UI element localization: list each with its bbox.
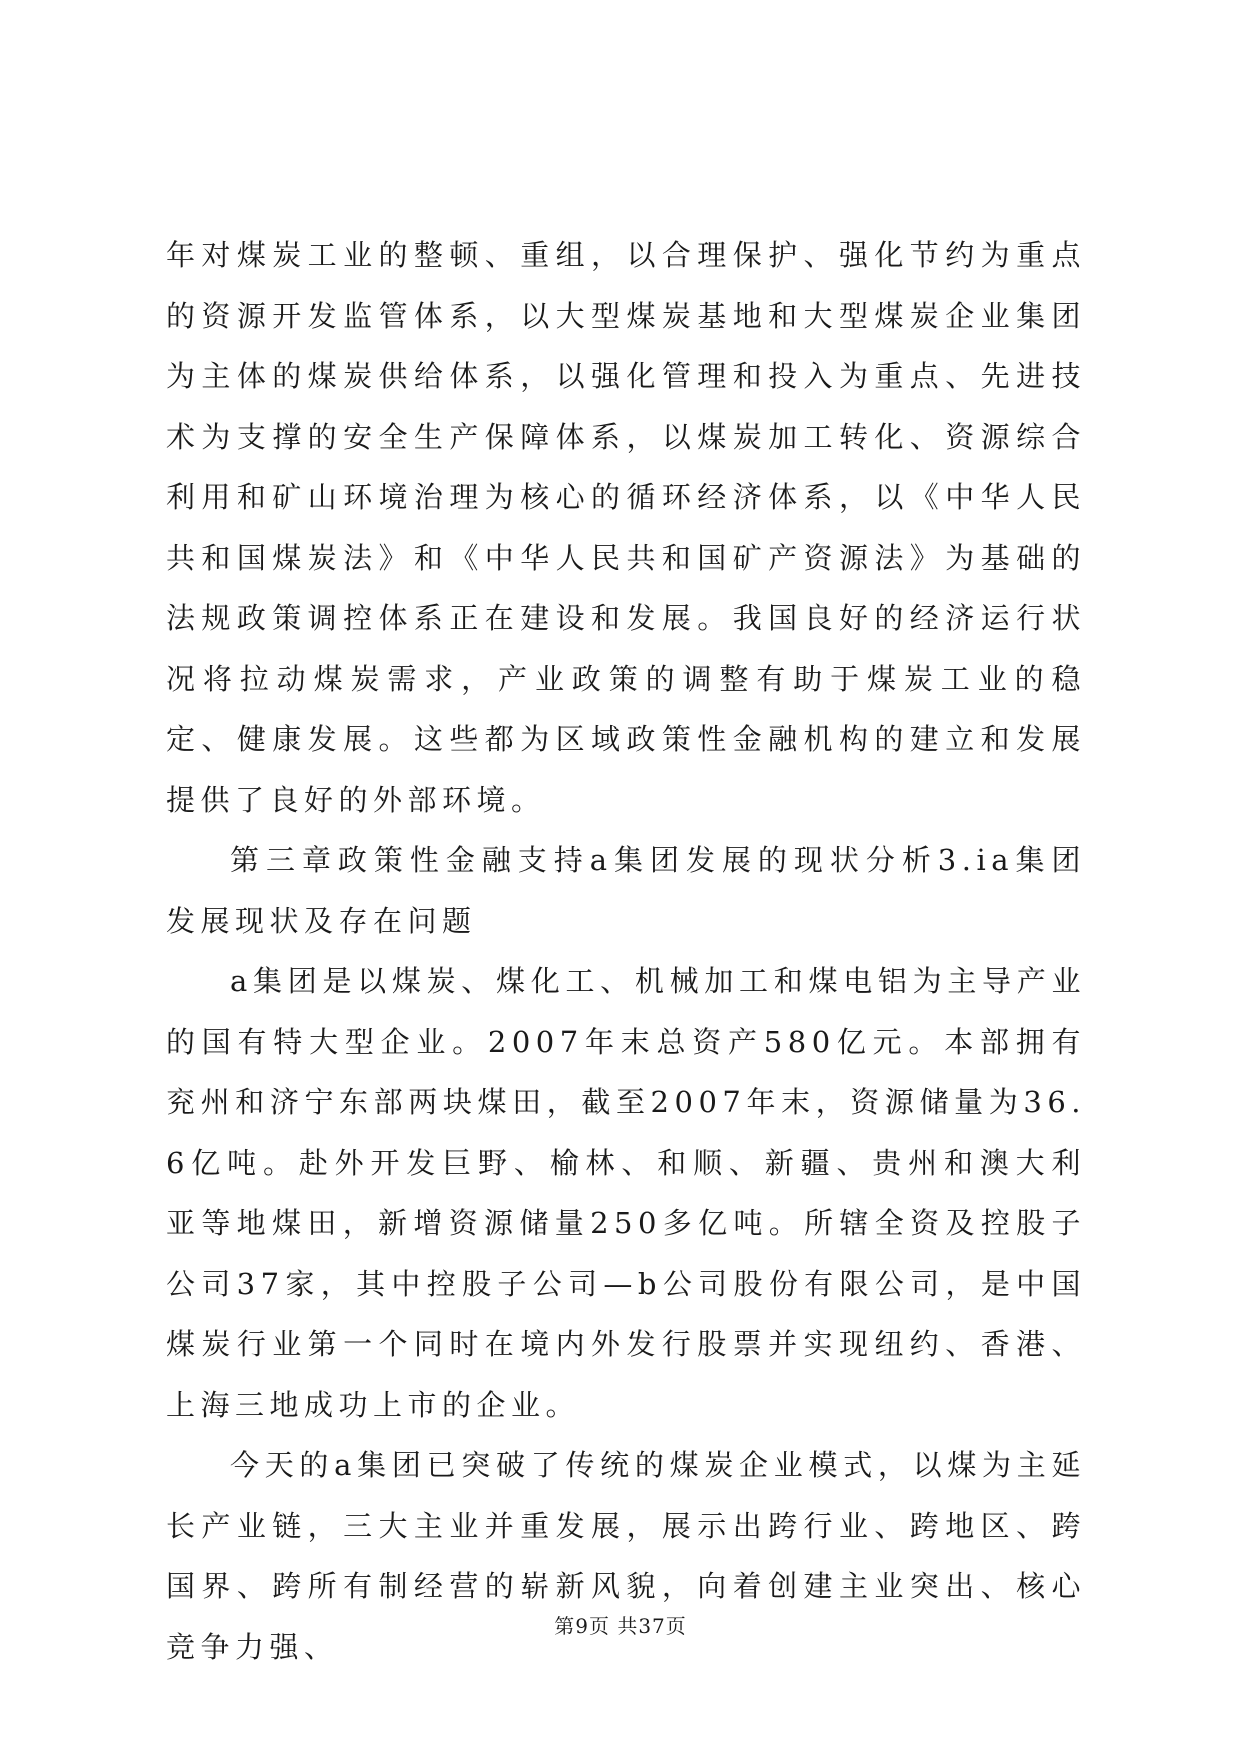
body-paragraph-continuation: 年对煤炭工业的整顿、重组，以合理保护、强化节约为重点的资源开发监管体系，以大型煤炭基地和大型煤炭企业集团为主体的煤炭供给体系，以强化管理和投入为重点、先进技术为支撑的安全生产保障体系，以煤炭加工转化、资源综合利用和矿山环境治理为核心的循环经济体系，以《中华人民共和国煤炭法》和《中华人民共和国矿产资源法》为基础的法规政策调控体系正在建设和发展。我国良好的经济运行状况将拉动煤炭需求，产业政策的调整有助于煤炭工业的稳定、健康发展。这些都为区域政策性金融机构的建立和发展提供了良好的外部环境。 <box>166 238 1086 817</box>
document-body <box>166 225 1086 1677</box>
page-number-footer: 第9页 共37页 <box>554 1614 687 1638</box>
chapter-heading-paragraph: 第三章政策性金融支持a集团发展的现状分析3.ia集团发展现状及存在问题 <box>166 843 1086 938</box>
body-paragraph-group-today: 今天的a集团已突破了传统的煤炭企业模式，以煤为主延长产业链，三大主业并重发展，展示出跨行业、跨地区、跨国界、跨所有制经营的崭新风貌，向着创建主业突出、核心竞争力强、 <box>166 1448 1086 1664</box>
body-paragraph-group-overview: a集团是以煤炭、煤化工、机械加工和煤电铝为主导产业的国有特大型企业。2007年末总资产580亿元。本部拥有兖州和济宁东部两块煤田，截至2007年末，资源储量为36.6亿吨。赴外开发巨野、榆林、和顺、新疆、贵州和澳大利亚等地煤田，新增资源储量250多亿吨。所辖全资及控股子公司37家，其中控股子公司—b公司股份有限公司，是中国煤炭行业第一个同时在境内外发行股票并实现纽约、香港、上海三地成功上市的企业。 <box>166 964 1086 1422</box>
